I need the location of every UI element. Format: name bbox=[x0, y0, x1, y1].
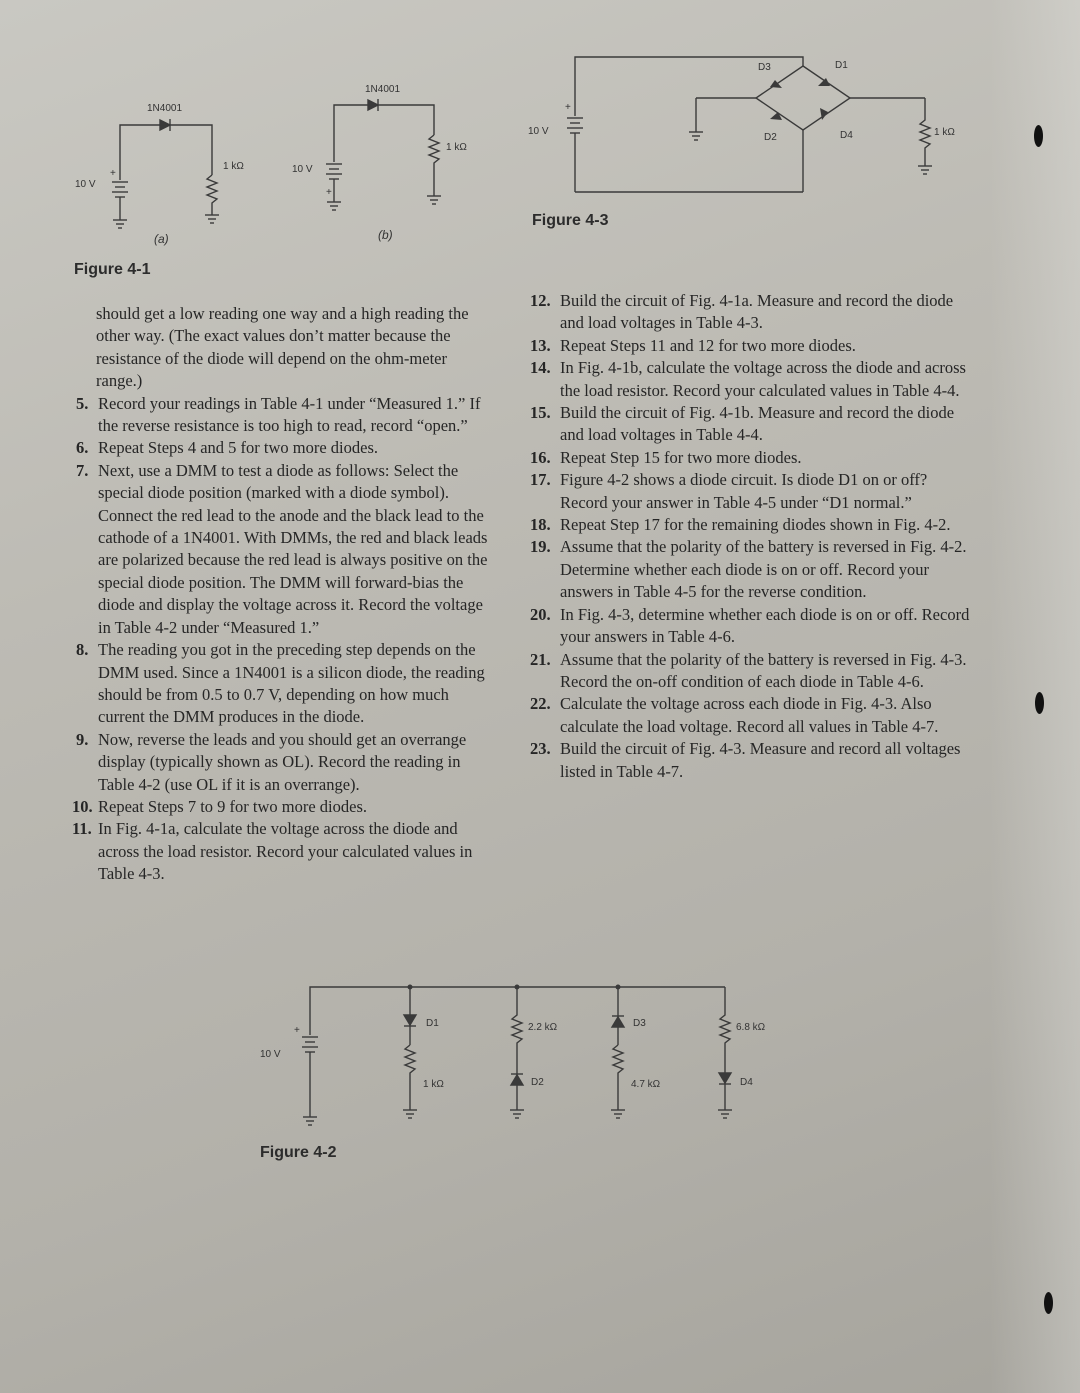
resistor-r1-symbol bbox=[405, 1045, 415, 1110]
step-number: 12. bbox=[530, 291, 551, 310]
plus-sign-fig3: + bbox=[565, 102, 571, 113]
d3-fig2-label: D3 bbox=[633, 1018, 646, 1029]
step-number: 17. bbox=[530, 470, 551, 490]
step-text: Repeat Step 15 for two more diodes. bbox=[560, 447, 802, 467]
step-item bbox=[530, 536, 978, 603]
step-item bbox=[76, 393, 488, 438]
step-item bbox=[530, 402, 978, 447]
step-text: Repeat Steps 4 and 5 for two more diodes. bbox=[98, 438, 378, 458]
step-number: 22. bbox=[530, 694, 551, 714]
step-number: 14. bbox=[530, 358, 551, 378]
r1-fig2-label: 1 kΩ bbox=[423, 1079, 444, 1090]
resistor-r3-symbol bbox=[613, 1045, 623, 1110]
diode-b-label: 1N4001 bbox=[365, 84, 401, 95]
d1-fig2-symbol bbox=[404, 1015, 416, 1025]
step-text: In Fig. 4-1b, calculate the voltage across the diode and across the load resistor. Record your calculated values in Table 4-4. bbox=[560, 358, 966, 400]
left-column bbox=[72, 303, 488, 886]
resistor-a-label: 1 kΩ bbox=[223, 161, 244, 172]
step-item bbox=[530, 357, 978, 402]
r4-fig2-label: 6.8 kΩ bbox=[736, 1022, 766, 1033]
step-text: Repeat Steps 11 and 12 for two more diodes. bbox=[560, 335, 856, 355]
figure-4-2-title: Figure 4-2 bbox=[260, 1144, 337, 1161]
step-text: Figure 4-2 shows a diode circuit. Is diode D1 on or off? Record your answer in Table 4-5 under “D1 normal.” bbox=[560, 470, 928, 512]
step-text: Build the circuit of Fig. 4-1b. Measure and record the diode and load voltages in Table 4-4. bbox=[560, 403, 955, 445]
step-text: In Fig. 4-1a, calculate the voltage across the diode and across the load resistor. Record your calculated values in Table 4-3. bbox=[98, 819, 473, 884]
diode-a-symbol bbox=[160, 120, 170, 130]
step-item bbox=[530, 447, 978, 469]
resistor-b-symbol bbox=[429, 135, 439, 196]
step-item bbox=[530, 738, 978, 783]
plus-sign-fig2: + bbox=[294, 1025, 300, 1036]
source-b-label: 10 V bbox=[292, 164, 313, 175]
step-item bbox=[76, 639, 488, 729]
step-item bbox=[530, 693, 978, 738]
resistor-a-symbol bbox=[207, 175, 217, 215]
plus-sign-b: + bbox=[326, 187, 332, 198]
step-item bbox=[76, 460, 488, 639]
step-text: Repeat Step 17 for the remaining diodes shown in Fig. 4-2. bbox=[560, 515, 951, 535]
wire-a bbox=[120, 125, 212, 180]
step-number: 21. bbox=[530, 649, 551, 669]
step-text: Repeat Steps 7 to 9 for two more diodes. bbox=[98, 796, 367, 816]
step-text: Next, use a DMM to test a diode as follows: Select the special diode position (marked with a diode symbol). Connect the red lead to the anode and the black lead to the cathode of a 1N4001. With DMMs, the red and black leads are polarized because the red lead is always positive on the special diode position. The DMM will forward-bias the diode and display the voltage across it. Record the voltage in Table 4-2 under “Measured 1.” bbox=[98, 460, 488, 637]
step-item bbox=[530, 514, 978, 536]
continuation-text: should get a low reading one way and a high reading the other way. (The exact values don’t matter because the resistance of the diode will depend on the ohm-meter range.) bbox=[96, 304, 469, 391]
resistor-fig3-label: 1 kΩ bbox=[934, 127, 955, 138]
d2-fig2-label: D2 bbox=[531, 1077, 544, 1088]
wire-b bbox=[334, 105, 434, 162]
step-number: 9. bbox=[76, 729, 89, 749]
source-fig2-label: 10 V bbox=[260, 1049, 281, 1060]
binder-hole bbox=[1034, 125, 1043, 147]
step-number: 5. bbox=[76, 393, 89, 413]
step-number: 18. bbox=[530, 515, 551, 535]
step-text: Build the circuit of Fig. 4-3. Measure and record all voltages listed in Table 4-7. bbox=[560, 739, 961, 781]
right-column bbox=[530, 290, 978, 783]
source-fig3-label: 10 V bbox=[528, 126, 549, 137]
step-number: 20. bbox=[530, 604, 551, 624]
diode-a-label: 1N4001 bbox=[147, 103, 183, 114]
step-item bbox=[530, 604, 978, 649]
step-text: The reading you got in the preceding step depends on the DMM used. Since a 1N4001 is a silicon diode, the reading should be from 0.5 to 0.7 V, depending on how much current the DMM produces in the diode. bbox=[98, 640, 485, 727]
figure-4-1-sub-a: (a) bbox=[154, 232, 169, 246]
diode-b-symbol bbox=[368, 100, 378, 110]
binder-hole bbox=[1035, 692, 1044, 714]
resistor-b-label: 1 kΩ bbox=[446, 142, 467, 153]
step-number: 15. bbox=[530, 403, 551, 423]
d1-fig3-label: D1 bbox=[835, 60, 848, 71]
step-number: 13. bbox=[530, 335, 551, 355]
figure-4-2-diagram bbox=[250, 975, 810, 1140]
r3-fig2-label: 4.7 kΩ bbox=[631, 1079, 661, 1090]
figure-4-3-title: Figure 4-3 bbox=[532, 212, 609, 229]
step-number: 23. bbox=[530, 739, 551, 759]
d3-fig2-symbol bbox=[612, 1017, 624, 1027]
step-item bbox=[530, 649, 978, 694]
figure-4-3-diagram bbox=[520, 40, 1000, 200]
step-number: 11. bbox=[72, 819, 92, 839]
r2-fig2-label: 2.2 kΩ bbox=[528, 1022, 558, 1033]
step-text: In Fig. 4-3, determine whether each diode is on or off. Record your answers in Table 4-6. bbox=[560, 604, 970, 647]
step-number: 8. bbox=[76, 640, 89, 660]
step-number: 7. bbox=[76, 460, 89, 480]
step-item bbox=[530, 290, 978, 335]
d4-fig2-label: D4 bbox=[740, 1077, 753, 1088]
step-text: Assume that the polarity of the battery is reversed in Fig. 4-3. Record the on-off condition of each diode in Table 4-6. bbox=[560, 649, 967, 691]
figure-4-1-sub-b: (b) bbox=[378, 228, 393, 242]
resistor-r2-symbol bbox=[512, 987, 522, 1110]
resistor-r4-symbol bbox=[720, 987, 730, 1110]
step-item bbox=[72, 818, 488, 885]
figure-4-1-diagram bbox=[70, 70, 470, 270]
bridge-diodes bbox=[756, 66, 850, 130]
step-number: 19. bbox=[530, 537, 551, 557]
d4-fig3-label: D4 bbox=[840, 130, 853, 141]
step-number: 6. bbox=[76, 438, 89, 458]
d2-fig2-symbol bbox=[511, 1075, 523, 1085]
d1-fig2-label: D1 bbox=[426, 1018, 439, 1029]
step-text: Calculate the voltage across each diode in Fig. 4-3. Also calculate the load voltage. Record all values in Table 4-7. bbox=[560, 694, 939, 736]
source-a-label: 10 V bbox=[75, 179, 96, 190]
step-item bbox=[530, 469, 978, 514]
step-text: Now, reverse the leads and you should get an overrange display (typically shown as OL). Record the reading in Table 4-2 (use OL if it is an overrange). bbox=[98, 729, 467, 794]
step-number: 16. bbox=[530, 447, 551, 467]
binder-hole bbox=[1044, 1292, 1053, 1314]
plus-sign-a: + bbox=[110, 168, 116, 179]
d4-fig2-symbol bbox=[719, 1073, 731, 1083]
d2-fig3-label: D2 bbox=[764, 132, 777, 143]
figure-4-1-title: Figure 4-1 bbox=[74, 261, 151, 278]
step-number: 10. bbox=[72, 796, 93, 816]
step-item bbox=[530, 335, 978, 357]
step-text: Assume that the polarity of the battery is reversed in Fig. 4-2. Determine whether each diode is on or off. Record your answers in Table 4-5 for the reverse condition. bbox=[560, 537, 967, 602]
step-text: Build the circuit of Fig. 4-1a. Measure and record the diode and load voltages in Table 4-3. bbox=[560, 291, 954, 333]
step-item bbox=[76, 437, 488, 459]
step-item bbox=[76, 729, 488, 796]
resistor-fig3-symbol bbox=[920, 98, 930, 166]
d3-fig3-label: D3 bbox=[758, 62, 771, 73]
step-item bbox=[72, 796, 488, 818]
step-text: Record your readings in Table 4-1 under “Measured 1.” If the reverse resistance is too high to read, record “open.” bbox=[98, 393, 481, 436]
